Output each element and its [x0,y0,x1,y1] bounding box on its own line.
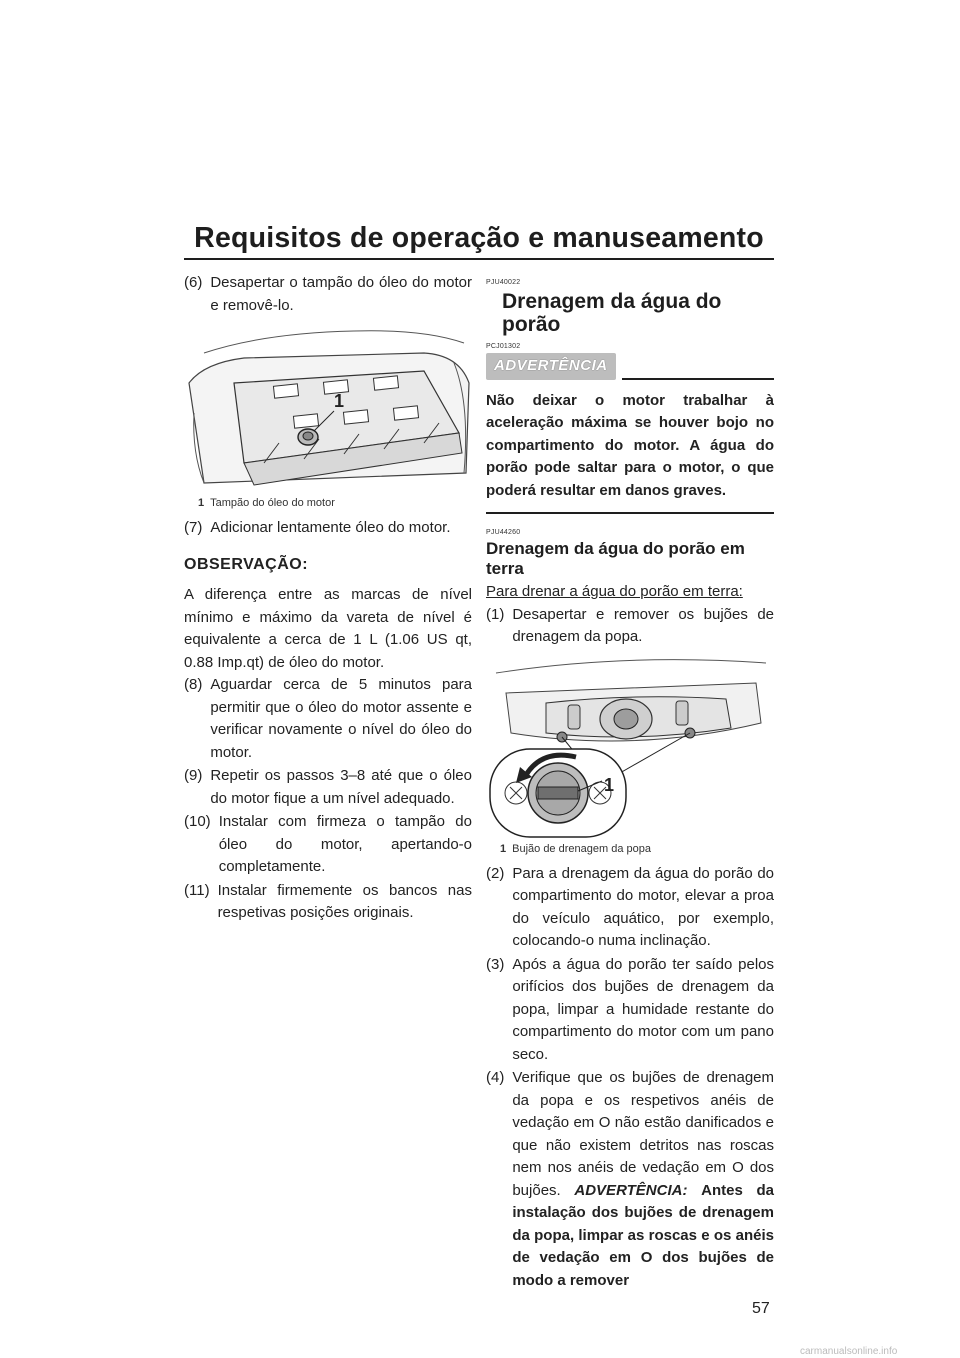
step-number: (6) [184,274,203,291]
warning-label: ADVERTÊNCIA [486,353,616,380]
step-9 [184,765,472,810]
step-2 [486,863,774,953]
step-text [512,1067,774,1292]
warning-text: Não deixar o motor trabalhar à aceleração máxima se houver bojo no compartimento do motor. A água do porão pode saltar para o motor, o que poderá resultar em danos graves. [486,391,774,499]
note-text: A diferença entre as marcas de nível mínimo e máximo da vareta de nível é equivalente a cerca de 1 L (1.06 US qt, 0.88 Imp.qt) de óleo do motor. [184,586,472,671]
reference-code: PJU44260 [486,529,521,536]
caption-text: Tampão do óleo do motor [210,497,335,509]
caption-number: 1 [500,842,507,855]
section-heading: Drenagem da água do porão [502,290,722,336]
step-11 [184,880,472,925]
inline-warning-text: Antes da instalação dos bujões de drenagem da popa, limpar as roscas e os anéis de vedação em O dos bujões de modo a remover [512,1181,774,1289]
engine-compartment-illustration [184,323,472,493]
step-text: Para a drenagem da água do porão do compartimento do motor, elevar a proa do veículo aquático, por exemplo, colocando-o numa inclinação. [512,864,774,949]
step-text: Repetir os passos 3–8 até que o óleo do motor fique a um nível adequado. [210,767,472,807]
left-column [184,272,472,926]
step-number: (7) [184,519,203,536]
reference-code: PJU40022 [486,279,521,286]
step-number: (9) [184,767,203,784]
step-text: Aguardar cerca de 5 minutos para permitir que o óleo do motor assente e verificar novamente o nível do óleo do motor. [210,676,472,761]
step-number: (3) [486,955,505,973]
step-number: (10) [184,813,211,830]
note-title: OBSERVAÇÃO: [184,555,309,573]
page-title: Requisitos de operação e manuseamento [194,222,764,254]
warning-rule [622,378,774,380]
stern-drain-illustration [486,653,774,839]
step-4 [486,1067,774,1292]
step-number: (1) [486,605,505,623]
header-rule [184,258,774,260]
step-text: Instalar com firmeza o tampão do óleo do motor, apertando-o completamente. [218,813,472,875]
step-10 [184,811,472,879]
figure-callout: 1 [604,774,615,795]
subsection-heading: Drenagem da água do porão em terra [486,539,745,578]
right-column [486,272,774,1293]
figure-caption [500,841,774,857]
step-3 [486,954,774,1067]
intro-text: Para drenar a água do porão em terra: [486,583,743,600]
caption-text: Bujão de drenagem da popa [512,842,651,855]
step-7 [184,517,472,540]
step-text: Desapertar e remover os bujões de drenagem da popa. [512,605,774,645]
step-6 [184,272,472,317]
page-number: 57 [752,1300,770,1317]
warning-end-rule [486,512,774,514]
figure-stern-drain-plug [486,653,774,839]
step-text: Instalar firmemente os bancos nas respetivas posições originais. [217,881,472,921]
step-number: (2) [486,864,505,882]
figure-caption [198,495,472,511]
caption-number: 1 [198,497,205,509]
step-number: (11) [184,881,210,899]
inline-warning-label: ADVERTÊNCIA: [574,1181,688,1199]
figure-callout: 1 [334,391,345,411]
step-text: Desapertar o tampão do óleo do motor e removê-lo. [210,274,472,314]
figure-engine-oil-cap [184,323,472,493]
watermark: carmanualsonline.info [800,1346,898,1357]
step-number: (8) [184,676,203,693]
step-1 [486,604,774,649]
step-text: Após a água do porão ter saído pelos orifícios dos bujões de drenagem da popa, limpar a humidade restante do compartimento do motor com um pano seco. [512,955,774,1063]
step-8 [184,674,472,764]
step-number: (4) [486,1069,505,1086]
reference-code: PCJ01302 [486,343,521,350]
warning-header [486,353,774,380]
step-text: Adicionar lentamente óleo do motor. [210,519,451,536]
step-4-text: Verifique que os bujões de drenagem da popa e os respetivos anéis de vedação em O não estão danificados e que não existem detritos nas roscas nem nos anéis de vedação em O dos bujões. [512,1069,774,1199]
